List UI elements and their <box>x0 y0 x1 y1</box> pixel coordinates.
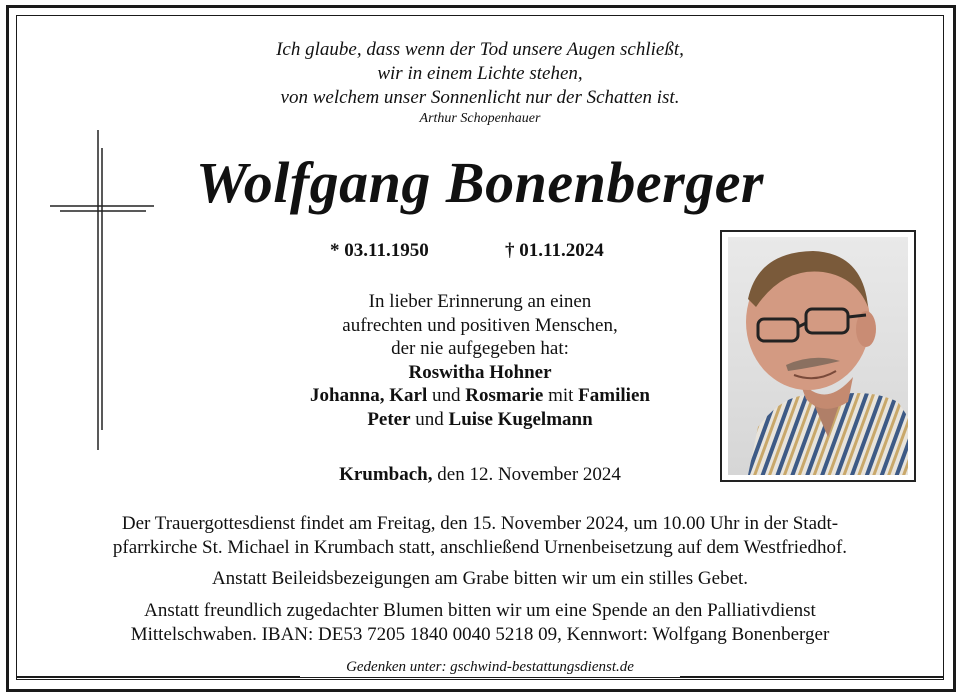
condolence-info <box>30 567 930 591</box>
cross-icon <box>50 130 160 450</box>
memorial-line-1: In lieber Erinnerung an einen <box>368 291 592 312</box>
mourner-luise: Luise Kugelmann <box>448 408 593 430</box>
portrait-frame <box>720 230 916 482</box>
memorial-line-3: der nie aufgegeben hat: <box>391 338 569 359</box>
quote-line-2: wir in einem Lichte stehen, <box>377 63 583 84</box>
deceased-name: Wolfgang Bonenberger <box>195 150 765 215</box>
quote-block <box>150 38 810 128</box>
mourner-peter: Peter <box>367 408 411 430</box>
conjunction-mit: mit <box>548 385 574 406</box>
service-line-2: pfarrkirche St. Michael in Krumbach statt, anschließend Urnenbeisetzung auf dem Westfriedhof. <box>112 536 848 558</box>
service-line-4: Anstatt freundlich zugedachter Blumen bitten wir um eine Spende an den Palliativdienst <box>144 600 816 621</box>
conjunction: und <box>415 408 444 430</box>
death-date: † 01.11.2024 <box>505 240 604 261</box>
service-line-5: Mittelschwaben. IBAN: DE53 7205 1840 0040 5218 09, Kennwort: Wolfgang Bonenberger <box>130 623 830 645</box>
quote-line-3: von welchem unser Sonnenlicht nur der Schatten ist. <box>280 87 680 108</box>
quote-line-1: Ich glaube, dass wenn der Tod unsere Augen schließt, <box>276 39 684 60</box>
memorial-text <box>240 290 720 431</box>
birth-date: * 03.11.1950 <box>330 240 429 261</box>
memorial-line-2: aufrechten und positiven Menschen, <box>342 314 618 336</box>
mourner-familien: Familien <box>578 385 650 406</box>
quote-author: Arthur Schopenhauer <box>419 111 541 126</box>
portrait-photo <box>728 237 908 475</box>
service-line-3: Anstatt Beileidsbezeigungen am Grabe bitten wir um ein stilles Gebet. <box>211 568 749 589</box>
mourner-rosmarie: Rosmarie <box>465 385 544 406</box>
place-town: Krumbach, <box>339 464 433 485</box>
service-info <box>30 512 930 559</box>
mourner-karl: Karl <box>389 385 428 406</box>
memorial-website: Gedenken unter: gschwind-bestattungsdienst.de <box>300 657 680 677</box>
mourner-johanna: Johanna, <box>310 385 385 406</box>
mourner-line-2 <box>240 384 720 408</box>
place-date <box>240 463 720 487</box>
mourner-line-3 <box>240 408 720 432</box>
mourner-line-1: Roswitha Hohner <box>408 361 552 383</box>
service-line-1: Der Trauergottesdienst findet am Freitag, den 15. November 2024, um 10.00 Uhr in der Stadt- <box>121 513 839 534</box>
donation-info <box>30 599 930 646</box>
place-date-text: den 12. November 2024 <box>437 464 621 485</box>
conjunction: und <box>431 385 461 406</box>
